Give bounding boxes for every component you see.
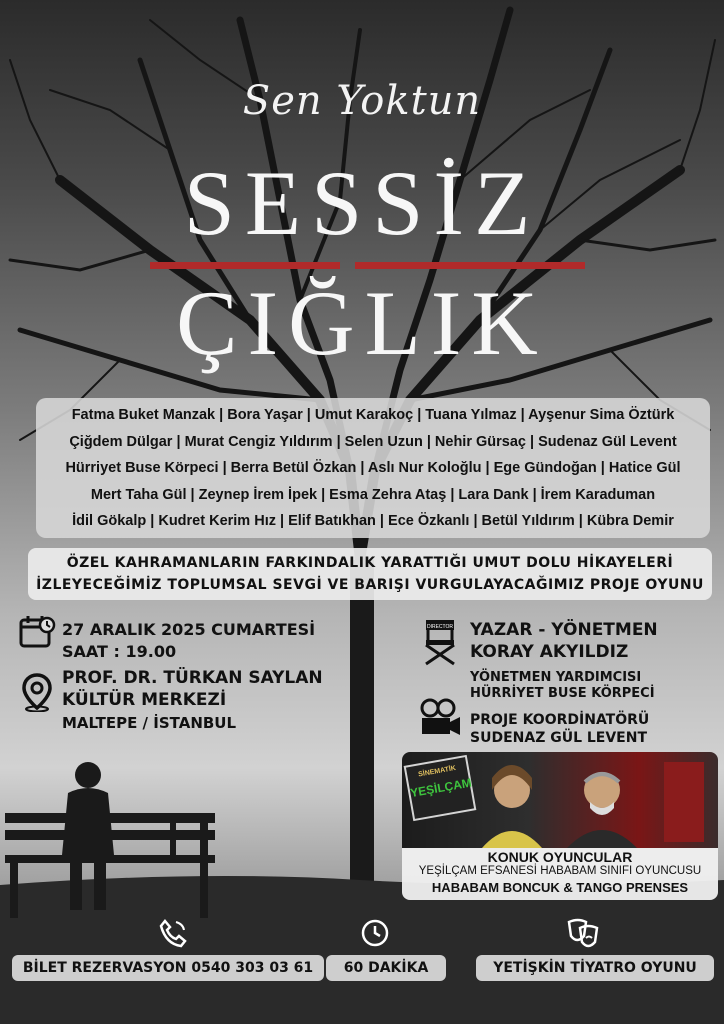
slogan-line-2: İZLEYECEĞİMİZ TOPLUMSAL SEVGİ VE BARIŞI VURGULAYACAĞIMIZ PROJE OYUNU <box>36 577 704 593</box>
film-camera-icon <box>418 698 462 738</box>
red-divider-left <box>150 262 340 269</box>
theater-masks-icon <box>566 918 600 948</box>
event-date: 27 ARALIK 2025 CUMARTESİ <box>62 620 316 639</box>
venue-location: MALTEPE / İSTANBUL <box>62 714 237 732</box>
slogan-line-1: ÖZEL KAHRAMANLARIN FARKINDALIK YARATTIĞI UMUT DOLU HİKAYELERİ <box>66 555 674 571</box>
writer-director-name: KORAY AKYILDIZ <box>470 642 629 662</box>
assistant-title: YÖNETMEN YARDIMCISI <box>470 670 642 685</box>
duration-pill: 60 DAKİKA <box>326 955 446 981</box>
director-chair-label: DIRECTOR <box>426 624 454 630</box>
assistant-name: HÜRRİYET BUSE KÖRPECİ <box>470 686 655 701</box>
guest-title: KONUK OYUNCULAR <box>487 849 633 865</box>
yesilcam-logo-main: YEŞİLÇAM <box>409 775 473 801</box>
calendar-clock-icon <box>18 614 56 652</box>
audience-pill: YETİŞKİN TİYATRO OYUNU <box>476 955 714 981</box>
slogan-box <box>28 548 712 600</box>
red-divider-right <box>355 262 585 269</box>
cast-line: Hürriyet Buse Körpeci | Berra Betül Özkan | Aslı Nur Koloğlu | Ege Gündoğan | Hatice Gül <box>65 460 681 476</box>
title-line-2: ÇIĞLIK <box>176 272 548 374</box>
guest-actors-box <box>402 752 718 900</box>
cast-line: Mert Taha Gül | Zeynep İrem İpek | Esma Zehra Ataş | Lara Dank | İrem Karaduman <box>90 486 656 503</box>
location-pin-icon <box>20 672 54 712</box>
phone-icon <box>158 918 188 948</box>
yesilcam-logo-top: SİNEMATİK <box>417 765 457 779</box>
director-chair-icon <box>418 618 462 666</box>
guest-names: HABABAM BONCUK & TANGO PRENSES <box>431 880 689 895</box>
clock-icon <box>360 918 390 948</box>
subtitle: Sen Yoktun <box>242 78 482 124</box>
coordinator-title: PROJE KOORDİNATÖRÜ <box>470 712 650 728</box>
cast-line: İdil Gökalp | Kudret Kerim Hız | Elif Batıkhan | Ece Özkanlı | Betül Yıldırım | Kübra Demir <box>72 513 674 529</box>
reservation-pill[interactable]: BİLET REZERVASYON 0540 303 03 61 <box>12 955 324 981</box>
venue-line-1: PROF. DR. TÜRKAN SAYLAN <box>62 668 323 688</box>
bench-person-silhouette <box>0 755 230 925</box>
cast-line: Fatma Buket Manzak | Bora Yaşar | Umut Karakoç | Tuana Yılmaz | Ayşenur Sima Öztürk <box>71 407 675 423</box>
event-time: SAAT : 19.00 <box>62 642 177 661</box>
cast-list-box <box>36 398 710 538</box>
guest-description: YEŞİLÇAM EFSANESİ HABABAM SINIFI OYUNCUSU <box>418 865 702 877</box>
writer-director-title: YAZAR - YÖNETMEN <box>470 620 658 640</box>
venue-line-2: KÜLTÜR MERKEZİ <box>62 690 227 710</box>
coordinator-name: SUDENAZ GÜL LEVENT <box>470 730 648 746</box>
cast-line: Çiğdem Dülgar | Murat Cengiz Yıldırım | Selen Uzun | Nehir Gürsaç | Sudenaz Gül Levent <box>69 433 677 450</box>
yesilcam-logo <box>404 755 477 821</box>
guest-actors-photo <box>402 752 718 848</box>
title-line-1: SESSİZ <box>183 152 541 254</box>
